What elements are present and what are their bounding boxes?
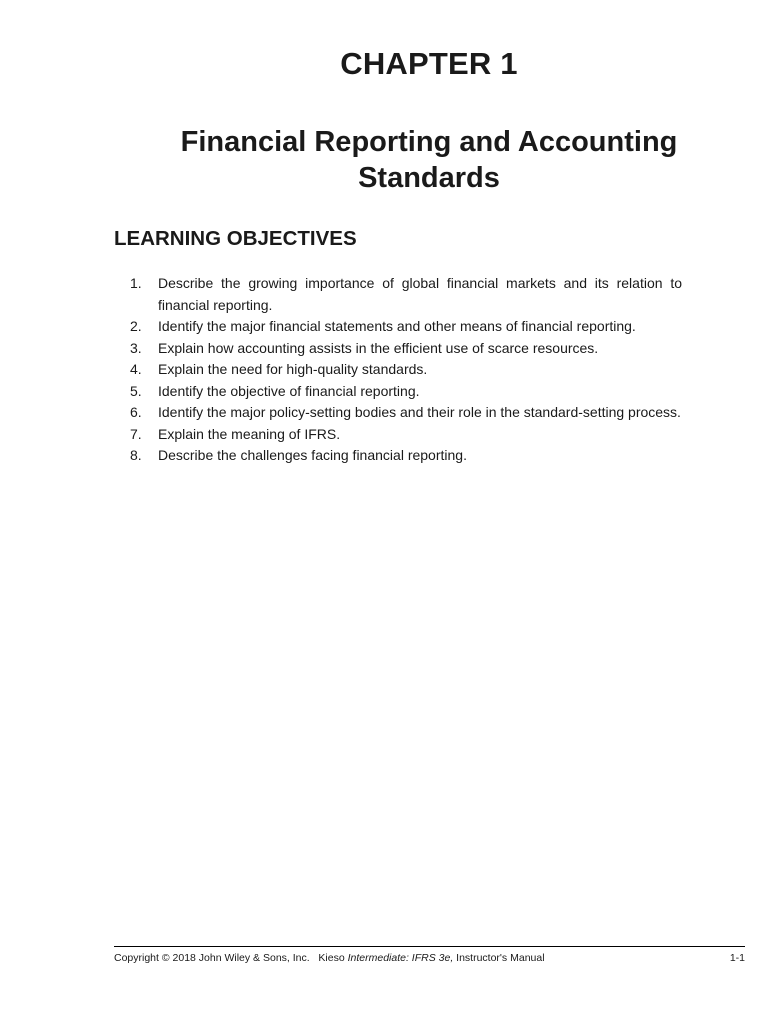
footer-copyright-text: Copyright © 2018 John Wiley & Sons, Inc. Kieso — [114, 952, 348, 964]
page-footer — [114, 951, 745, 965]
objective-text: Explain how accounting assists in the efficient use of scarce resources. — [158, 339, 599, 356]
objective-text: Describe the challenges facing financial reporting. — [158, 447, 467, 463]
objective-item — [130, 273, 682, 316]
footer-page-number: 1-1 — [729, 952, 745, 964]
objective-number: 2. — [130, 318, 142, 334]
objective-text: Identify the major policy-setting bodies and their role in the standard-setting process. — [158, 404, 681, 420]
objective-text: Explain the need for high-quality standards. — [158, 361, 428, 377]
footer-copyright — [114, 951, 545, 965]
objective-number: 6. — [130, 404, 142, 420]
footer-book-title: Intermediate: IFRS 3e, — [347, 952, 454, 964]
objective-item — [130, 424, 682, 446]
objective-item — [130, 338, 682, 360]
learning-objectives-list — [130, 273, 682, 467]
objective-item — [130, 445, 682, 467]
objective-number: 4. — [130, 361, 142, 377]
chapter-title: CHAPTER 1 — [340, 46, 518, 81]
objective-item — [130, 359, 682, 381]
footer-manual-text: Instructor's Manual — [453, 952, 545, 964]
objective-number: 8. — [130, 447, 142, 463]
objective-text: Describe the growing importance of global financial markets and its relation to financial reporting. — [158, 275, 682, 313]
objective-number: 7. — [130, 425, 142, 442]
footer-divider — [114, 946, 745, 947]
objective-item — [130, 402, 682, 424]
objective-number: 3. — [130, 339, 142, 356]
chapter-subtitle: Financial Reporting and Accounting Standards — [180, 126, 678, 194]
objective-text: Identify the objective of financial reporting. — [158, 382, 420, 399]
objective-item — [130, 316, 682, 338]
objective-text: Identify the major financial statements and other means of financial reporting. — [158, 318, 636, 334]
objective-number: 1. — [130, 275, 142, 291]
learning-objectives-heading: LEARNING OBJECTIVES — [114, 227, 357, 250]
objective-number: 5. — [130, 382, 142, 399]
objective-item — [130, 381, 682, 403]
objective-text: Explain the meaning of IFRS. — [158, 425, 341, 442]
